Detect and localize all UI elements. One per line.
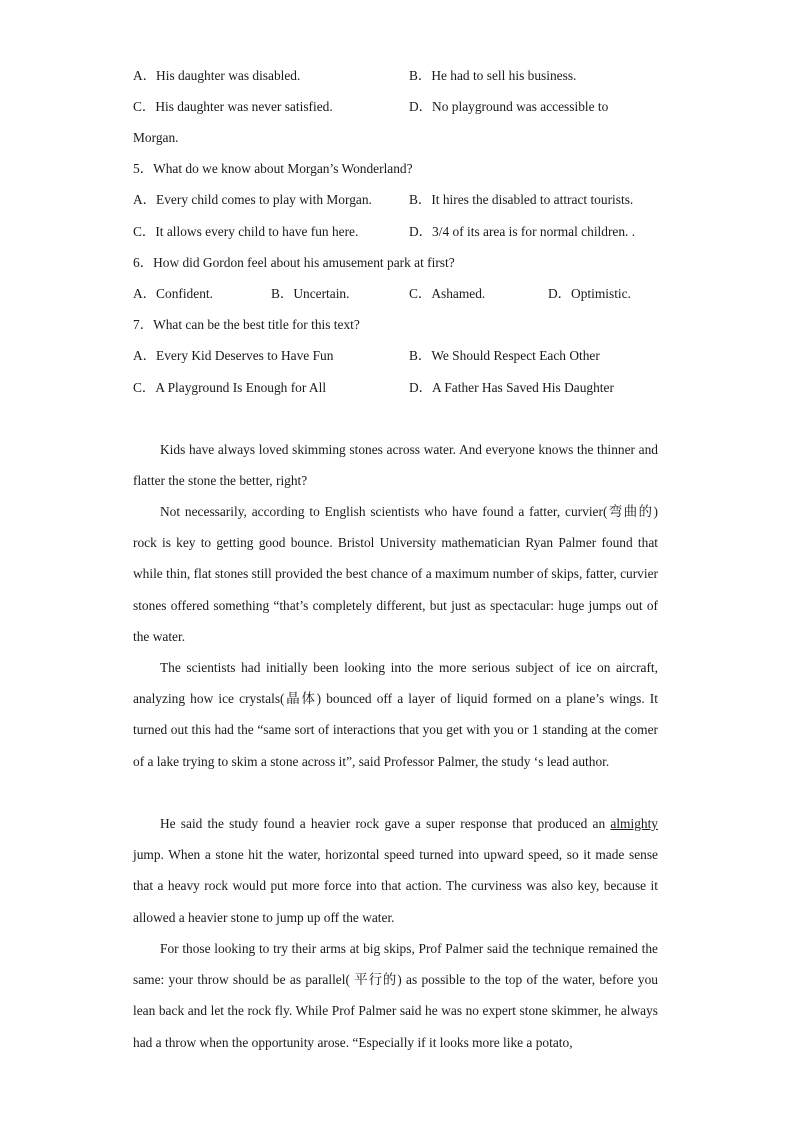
q7-option-a: A．Every Kid Deserves to Have Fun: [133, 348, 334, 363]
passage-paragraph-4: [133, 808, 658, 933]
passage-paragraph-2-text: Not necessarily, according to English scientists who have found a fatter, curvier(弯曲的) rock is key to getting good bounce. Bristol University mathematician Ryan Palmer found that while thin, flat stones still provided the best chance of a maximum number of skips, fatter, curvier stones offered something “that’s completely different, but just as spectacular: huge jumps out of the water.: [133, 504, 658, 644]
q6-stem: 6．How did Gordon feel about his amusement park at first?: [133, 255, 455, 270]
q4-option-d: D．No playground was accessible to: [409, 99, 609, 114]
q6-option-c: C．Ashamed.: [409, 286, 486, 301]
passage-paragraph-3: [133, 652, 658, 777]
q6-option-d: D．Optimistic.: [548, 286, 631, 301]
q4-option-c: C．His daughter was never satisfied.: [133, 99, 333, 114]
passage-paragraph-5-text: For those looking to try their arms at big skips, Prof Palmer said the technique remained the same: your throw should be as parallel( 平行的) as possible to the top of the water, before you lean back and let the rock fly. While Prof Palmer said he was no expert stone skimmer, he always had a throw when the opportunity arose. “Especially if it looks more like a potato,: [133, 941, 658, 1050]
q4-option-b: B．He had to sell his business.: [409, 68, 577, 83]
passage-paragraph-1-text: Kids have always loved skimming stones across water. And everyone knows the thinner and flatter the stone the better, right?: [133, 442, 658, 489]
passage-paragraph-4-text-start: He said the study found a heavier rock gave a super response that produced an: [160, 816, 611, 831]
q5-option-c: C．It allows every child to have fun here.: [133, 224, 359, 239]
q6-option-a: A．Confident.: [133, 286, 213, 301]
passage-paragraph-1: [133, 434, 658, 496]
underlined-word: almighty: [610, 816, 658, 831]
q4-option-d-continued: Morgan.: [133, 130, 179, 145]
passage-paragraph-2: [133, 496, 658, 652]
q7-stem: 7．What can be the best title for this text?: [133, 317, 360, 332]
passage-paragraph-5: [133, 933, 658, 1058]
q7-option-d: D．A Father Has Saved His Daughter: [409, 380, 614, 395]
q7-option-c: C．A Playground Is Enough for All: [133, 380, 327, 395]
q7-option-b: B．We Should Respect Each Other: [409, 348, 600, 363]
passage-paragraph-3-text: The scientists had initially been looking into the more serious subject of ice on aircraft, analyzing how ice crystals(晶体) bounced off a layer of liquid formed on a plane’s wings. It turned out this had the “same sort of interactions that you get with you or 1 standing at the comer of a lake trying to skim a stone across it”, said Professor Palmer, the study ‘s lead author.: [133, 660, 658, 769]
q6-option-b: B．Uncertain.: [271, 286, 350, 301]
q5-stem: 5．What do we know about Morgan’s Wonderland?: [133, 161, 413, 176]
passage-paragraph-4-text-end: jump. When a stone hit the water, horizontal speed turned into upward speed, so it made sense that a heavy rock would put more force into that action. The curviness was also key, because it allowed a heavier stone to jump up off the water.: [133, 847, 658, 925]
q5-option-b: B．It hires the disabled to attract tourists.: [409, 192, 634, 207]
q4-option-a: A．His daughter was disabled.: [133, 68, 301, 83]
q5-option-d: D．3/4 of its area is for normal children. .: [409, 224, 636, 239]
q5-option-a: A．Every child comes to play with Morgan.: [133, 192, 372, 207]
